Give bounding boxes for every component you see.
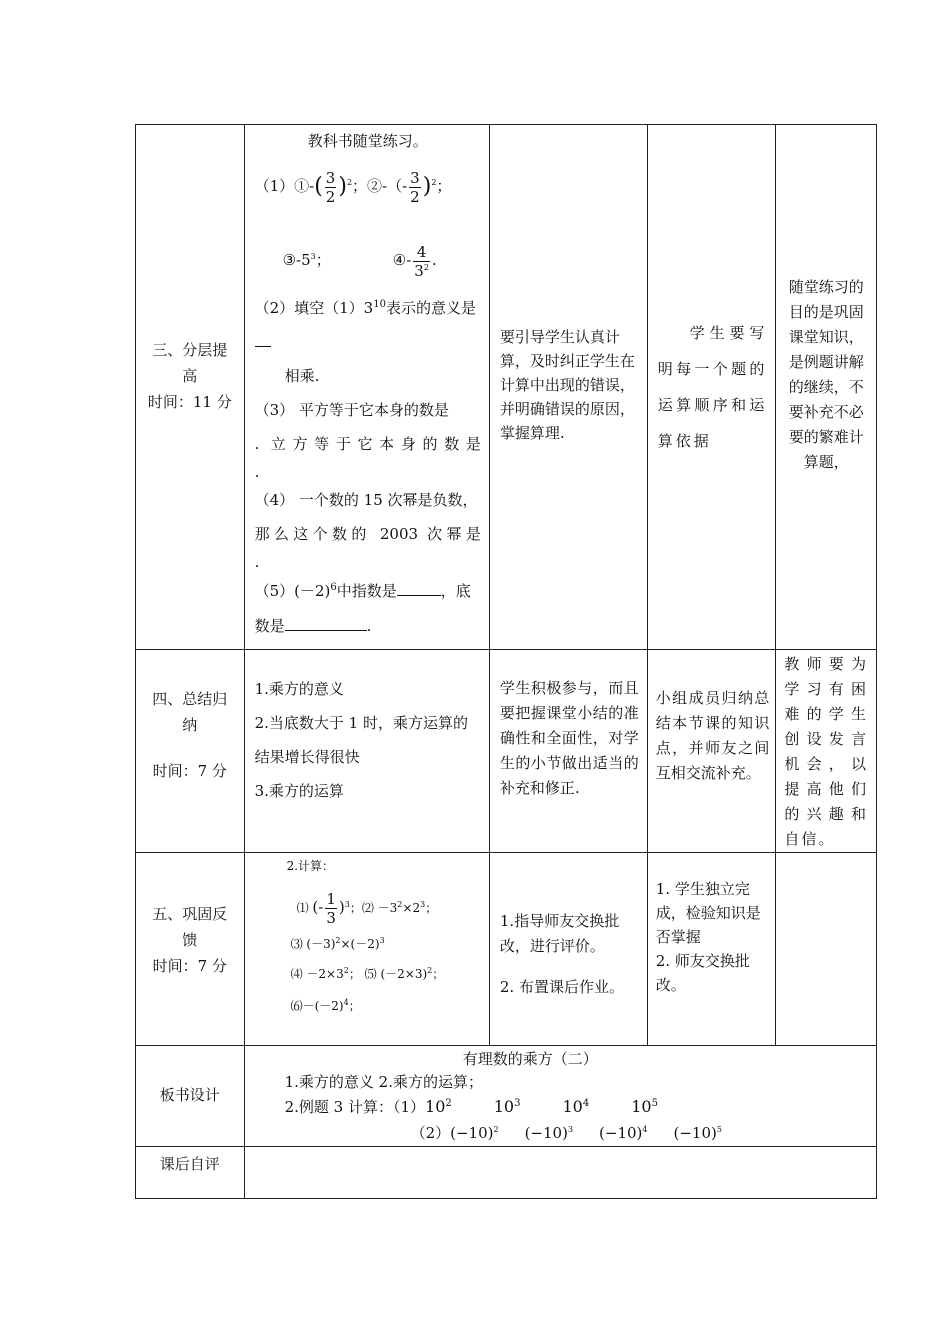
stage-cell — [136, 650, 245, 853]
exponent: 2 — [431, 178, 437, 187]
exponent: 3 — [420, 900, 426, 909]
frac-num: 3 — [410, 168, 420, 187]
q5-b: 中指数是 — [336, 582, 397, 600]
frac-den-base: 3 — [414, 261, 424, 280]
power-term — [562, 1098, 589, 1116]
frac-den: 2 — [410, 187, 420, 206]
frac-den: 3 — [326, 909, 336, 927]
q5-c: ，底 — [440, 582, 471, 600]
question-2 — [255, 291, 481, 359]
ex-part: ⑷ －2×3 — [290, 967, 344, 981]
teacher-activity-text: 学生积极参与，而且要把握课堂小结的准确性和全面性，对学生的小节做出适当的补充和修正. — [499, 679, 639, 797]
teacher-activity-cell — [489, 853, 647, 1046]
q5-a: （5）(－2) — [254, 582, 331, 600]
answer-blank[interactable] — [285, 616, 367, 631]
design-intent-cell — [776, 125, 877, 650]
power-term — [450, 1124, 498, 1142]
question-4-line-a: （4） 一个数的 15 次幂是负数， — [254, 491, 478, 509]
q1-d-prefix: ④- — [392, 251, 412, 269]
frac-num: 1 — [326, 890, 336, 908]
exponent: 2 — [427, 966, 433, 975]
fraction — [413, 243, 430, 280]
exponent: 10 — [373, 299, 386, 310]
board-line-2-prefix: 2.例题 3 计算：（1） — [284, 1098, 426, 1116]
ex-part: ⑹－(－2) — [290, 999, 344, 1013]
teacher-activity-text: 要引导学生认真计算，及时纠正学生在计算中出现的错误，并明确错误的原因，掌握算理. — [499, 328, 635, 442]
ex-part: ； — [432, 967, 445, 981]
fraction — [325, 169, 337, 206]
stage-cell — [136, 125, 245, 650]
summary-item-3: 3.乘方的运算 — [254, 782, 344, 800]
table-row-self-review — [136, 1147, 877, 1199]
exponent: 4 — [642, 1125, 648, 1134]
student-activity-cell — [647, 853, 776, 1046]
summary-item-2-cont: 结果增长得很快 — [254, 748, 360, 766]
q5-d: 数是 — [254, 617, 285, 635]
ex-label: ⑴ — [296, 901, 309, 915]
power-term — [673, 1124, 721, 1142]
exponent: 3 — [514, 1098, 521, 1109]
board-label: 板书设计 — [159, 1086, 220, 1104]
exponent: 2 — [423, 262, 429, 272]
design-intent-text: 随堂练习的目的是巩固课堂知识，是例题讲解的继续，不要补充不必要的繁难计算题， — [788, 278, 864, 471]
power-term — [599, 1124, 647, 1142]
exercise-line-3 — [287, 959, 483, 989]
stage-time: 时间：11 分 — [147, 393, 232, 411]
teacher-activity-cell — [489, 650, 647, 853]
content-cell — [244, 853, 489, 1046]
stage-title-line2: 纳 — [182, 716, 198, 734]
power-base: (−10) — [524, 1124, 568, 1142]
lesson-plan-table — [135, 124, 877, 1199]
power-base: 10 — [631, 1097, 652, 1116]
exercise-line-2 — [287, 929, 483, 959]
exponent: 4 — [343, 998, 349, 1007]
q1-c-end: ； — [315, 251, 331, 269]
exponent: 3 — [567, 1125, 574, 1134]
design-intent-text: 教师要为学习有困难的学生创设发言机会，以提高他们的兴趣和自信。 — [784, 655, 868, 848]
fraction — [325, 890, 337, 927]
exercise-line-1 — [287, 885, 483, 929]
teacher-activity-item-1: 1.指导师友交换批改，进行评价。 — [499, 912, 620, 955]
content-cell — [244, 125, 489, 650]
board-line-3 — [245, 1120, 876, 1146]
ex-part: ； ⑸ (－2×3) — [348, 967, 428, 981]
table-row-board-design — [136, 1046, 877, 1147]
summary-item-2: 2.当底数大于 1 时，乘方运算的 — [254, 714, 468, 732]
review-label-cell — [136, 1147, 245, 1199]
stage-cell — [136, 853, 245, 1046]
q5-e: . — [366, 617, 372, 635]
stage-title-line2: 馈 — [182, 931, 198, 949]
question-1-line-b — [255, 237, 481, 283]
summary-item-1: 1.乘方的意义 — [254, 680, 344, 698]
frac-den — [413, 262, 430, 280]
question-3-line-b: . 立方等于它本身的数是 — [254, 435, 481, 453]
design-intent-cell — [776, 650, 877, 853]
board-line-1: 1.乘方的意义 2.乘方的运算； — [284, 1073, 483, 1091]
power-base: 10 — [493, 1097, 515, 1116]
exponent: 2 — [397, 900, 403, 909]
power-term — [494, 1098, 521, 1116]
question-3-line-c: . — [254, 463, 260, 481]
ex-part: ；⑵ －3 — [349, 901, 398, 915]
stage-title-line2: 高 — [182, 367, 198, 385]
frac-den: 2 — [325, 187, 336, 206]
student-activity-item-2: 2. 师友交换批改。 — [655, 952, 750, 994]
frac-num: 4 — [413, 243, 430, 262]
power-base: (−10) — [450, 1124, 494, 1142]
ex-part: ⑶ (－3) — [290, 937, 336, 951]
board-title: 有理数的乘方（二） — [462, 1050, 598, 1068]
exponent: 3 — [310, 252, 316, 261]
table-row-consolidation — [136, 853, 877, 1046]
review-content-cell[interactable] — [244, 1147, 876, 1199]
q2-b: 表示的意义是 — [385, 299, 476, 317]
question-4-line-b: 那么这个数的 2003 次幂是 — [254, 525, 481, 543]
ex-part: ×(－2) — [340, 937, 380, 951]
question-2-cont: 相乘. — [284, 367, 320, 385]
student-activity-cell — [647, 650, 776, 853]
exponent: 5 — [716, 1125, 722, 1134]
power-term — [425, 1098, 452, 1116]
teacher-activity-item-2: 2. 布置课后作业。 — [499, 978, 624, 996]
power-base: 10 — [562, 1097, 583, 1116]
board-line-2 — [245, 1094, 876, 1120]
power-base: 10 — [425, 1097, 446, 1116]
exponent: 5 — [651, 1098, 658, 1109]
design-intent-cell — [776, 853, 877, 1046]
exponent: 2 — [445, 1098, 452, 1109]
exponent: 2 — [335, 936, 341, 945]
power-base: (−10) — [599, 1124, 643, 1142]
student-activity-cell — [647, 125, 776, 650]
question-5-line-b — [255, 609, 481, 643]
exponent: 6 — [330, 582, 337, 593]
exponent: 3 — [379, 936, 385, 945]
board-line-3-prefix: （2） — [410, 1124, 451, 1142]
review-label: 课后自评 — [159, 1155, 220, 1173]
stage-time: 时间：7 分 — [152, 957, 227, 975]
board-content-cell — [244, 1046, 876, 1147]
exponent: 2 — [343, 966, 349, 975]
stage-title-line1: 四、总结归 — [152, 690, 228, 708]
power-term — [631, 1098, 658, 1116]
content-cell — [244, 650, 489, 853]
ex-close: ) — [338, 898, 345, 916]
exponent: 2 — [346, 178, 353, 187]
q2-a: （2）填空（1）3 — [254, 299, 374, 317]
table-row-summary — [136, 650, 877, 853]
question-4-line-c: . — [254, 553, 260, 571]
table-row-layered-improvement — [136, 125, 877, 650]
ex-open: (- — [312, 898, 324, 916]
q1-c: ③-5 — [282, 251, 311, 269]
board-label-cell — [136, 1046, 245, 1147]
student-activity-span: 学生要写明每一个题的运算顺序和运算依据 — [657, 324, 768, 450]
q1-prefix: （1）①- — [254, 177, 315, 195]
question-3-line-a: （3） 平方等于它本身的数是 — [254, 401, 449, 419]
stage-title-line1: 五、巩固反 — [152, 905, 228, 923]
exponent: 4 — [582, 1098, 590, 1109]
q1-d-end: . — [431, 251, 437, 269]
answer-blank[interactable] — [397, 581, 441, 596]
fraction — [409, 169, 421, 206]
exponent: 3 — [344, 900, 350, 909]
question-1-line-a: （1）①-( $\frac{3}{2}$ )$^2$；②-（- $\frac{3}{2}$ )$^2$； — [254, 168, 452, 206]
stage-title-line1: 三、分层提 — [152, 341, 228, 359]
student-activity-text: 小组成员归纳总结本节课的知识点，并师友之间互相交流补充。 — [655, 689, 770, 782]
student-activity-item-1: 1. 学生独立完成，检验知识是否掌握 — [655, 880, 761, 946]
exercise-heading: 2.计算： — [286, 859, 335, 873]
q1-end: ； — [436, 177, 452, 195]
exponent: 2 — [493, 1125, 499, 1134]
ex-part: ； — [348, 999, 361, 1013]
q1-sep: ；②-（- — [352, 177, 408, 195]
exercise-line-4 — [287, 989, 483, 1023]
teacher-activity-cell — [489, 125, 647, 650]
frac-num: 3 — [325, 168, 336, 187]
student-activity-text — [648, 315, 776, 459]
ex-part: ； — [425, 901, 438, 915]
ex-part: ×2 — [402, 901, 421, 915]
stage-time: 时间：7 分 — [152, 762, 227, 780]
practice-heading: 教科书随堂练习。 — [307, 132, 428, 150]
power-term — [525, 1124, 573, 1142]
answer-blank[interactable] — [255, 332, 271, 347]
power-base: (−10) — [673, 1124, 717, 1142]
question-5-line-a — [255, 573, 481, 609]
